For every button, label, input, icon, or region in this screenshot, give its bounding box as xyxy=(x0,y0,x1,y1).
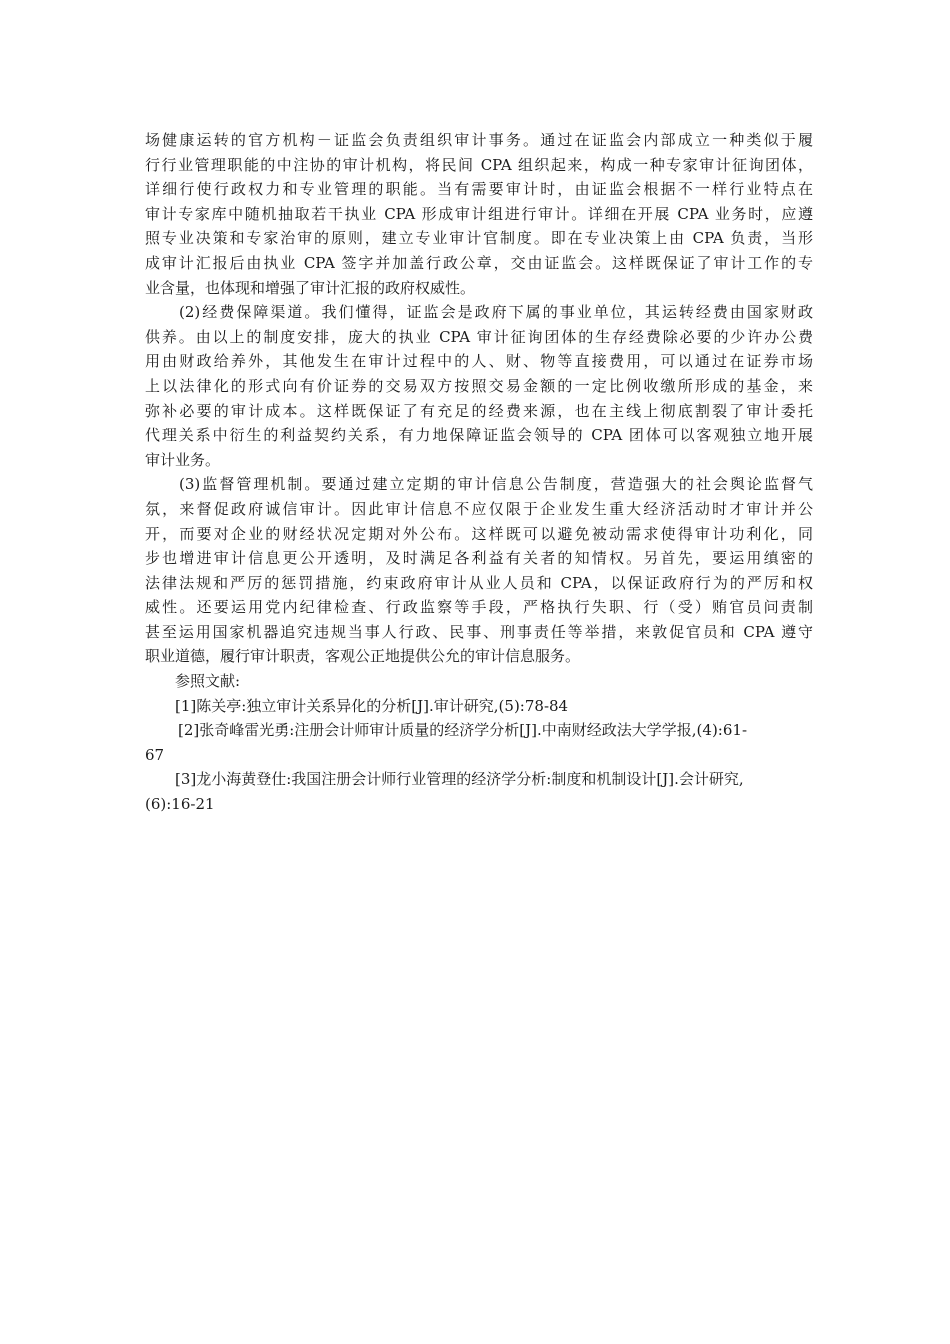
paragraph-2 xyxy=(145,300,813,472)
text-line: 业含量，也体现和增强了审计汇报的政府权威性。 xyxy=(145,278,476,297)
reference-item-continuation: 67 xyxy=(145,745,165,764)
reference-item: [1]陈关亭:独立审计关系异化的分析[J].审计研究,(5):78-84 xyxy=(175,696,569,715)
text-line: (3)监督管理机制。要通过建立定期的审计信息公告制度，营造强大的社会舆论监督气 xyxy=(145,475,813,494)
references-heading: 参照文献: xyxy=(175,672,241,691)
text-line: (2)经费保障渠道。我们懂得，证监会是政府下属的事业单位，其运转经费由国家财政 xyxy=(145,303,813,322)
reference-item: [3]龙小海黄登仕:我国注册会计师行业管理的经济学分析:制度和机制设计[J].会计研究, xyxy=(175,770,744,789)
text-line: 法律法规和严厉的惩罚措施，约束政府审计从业人员和 CPA，以保证政府行为的严厉和权 xyxy=(145,573,813,592)
text-line: 照专业决策和专家治审的原则，建立专业审计官制度。即在专业决策上由 CPA 负责，当形 xyxy=(145,229,813,248)
references-section xyxy=(145,669,813,817)
text-line: 氛，来督促政府诚信审计。因此审计信息不应仅限于企业发生重大经济活动时才审计并公 xyxy=(145,499,813,518)
text-line: 代理关系中衍生的利益契约关系，有力地保障证监会领导的 CPA 团体可以客观独立地开展 xyxy=(145,426,813,445)
text-line: 审计业务。 xyxy=(145,450,221,469)
text-line: 成审计汇报后由执业 CPA 签字并加盖行政公章，交由证监会。这样既保证了审计工作的专 xyxy=(145,253,813,272)
text-line: 审计专家库中随机抽取若干执业 CPA 形成审计组进行审计。详细在开展 CPA 业务时，应遵 xyxy=(145,204,813,223)
reference-item-continuation: (6):16-21 xyxy=(145,795,215,814)
text-line: 弥补必要的审计成本。这样既保证了有充足的经费来源，也在主线上彻底割裂了审计委托 xyxy=(145,401,813,420)
text-line: 场健康运转的官方机构－证监会负责组织审计事务。通过在证监会内部成立一种类似于履 xyxy=(145,131,813,149)
text-line: 步也增进审计信息更公开透明，及时满足各利益有关者的知情权。另首先，要运用缜密的 xyxy=(145,549,813,568)
paragraph-3 xyxy=(145,472,813,669)
text-line: 详细行使行政权力和专业管理的职能。当有需要审计时，由证监会根据不一样行业特点在 xyxy=(145,180,813,199)
text-line: 职业道德，履行审计职责，客观公正地提供公允的审计信息服务。 xyxy=(145,647,581,666)
text-line: 供养。由以上的制度安排，庞大的执业 CPA 审计征询团体的生存经费除必要的少许办公费 xyxy=(145,327,813,346)
paragraph-1 xyxy=(145,128,813,300)
text-line: 甚至运用国家机器追究违规当事人行政、民事、刑事责任等举措，来敦促官员和 CPA 遵守 xyxy=(145,622,813,641)
text-line: 用由财政给养外，其他发生在审计过程中的人、财、物等直接费用，可以通过在证券市场 xyxy=(145,352,813,371)
text-line: 行行业管理职能的中注协的审计机构，将民间 CPA 组织起来，构成一种专家审计征询团体， xyxy=(145,155,813,174)
document-body xyxy=(145,128,813,817)
reference-item: [2]张奇峰雷光勇:注册会计师审计质量的经济学分析[J].中南财经政法大学学报,(4):61- xyxy=(178,721,748,740)
text-line: 威性。还要运用党内纪律检查、行政监察等手段，严格执行失职、行（受）贿官员问责制 xyxy=(145,598,813,617)
text-line: 开，而要对企业的财经状况定期对外公布。这样既可以避免被动需求使得审计功利化，同 xyxy=(145,524,813,543)
text-line: 上以法律化的形式向有价证券的交易双方按照交易金额的一定比例收缴所形成的基金，来 xyxy=(145,376,813,395)
